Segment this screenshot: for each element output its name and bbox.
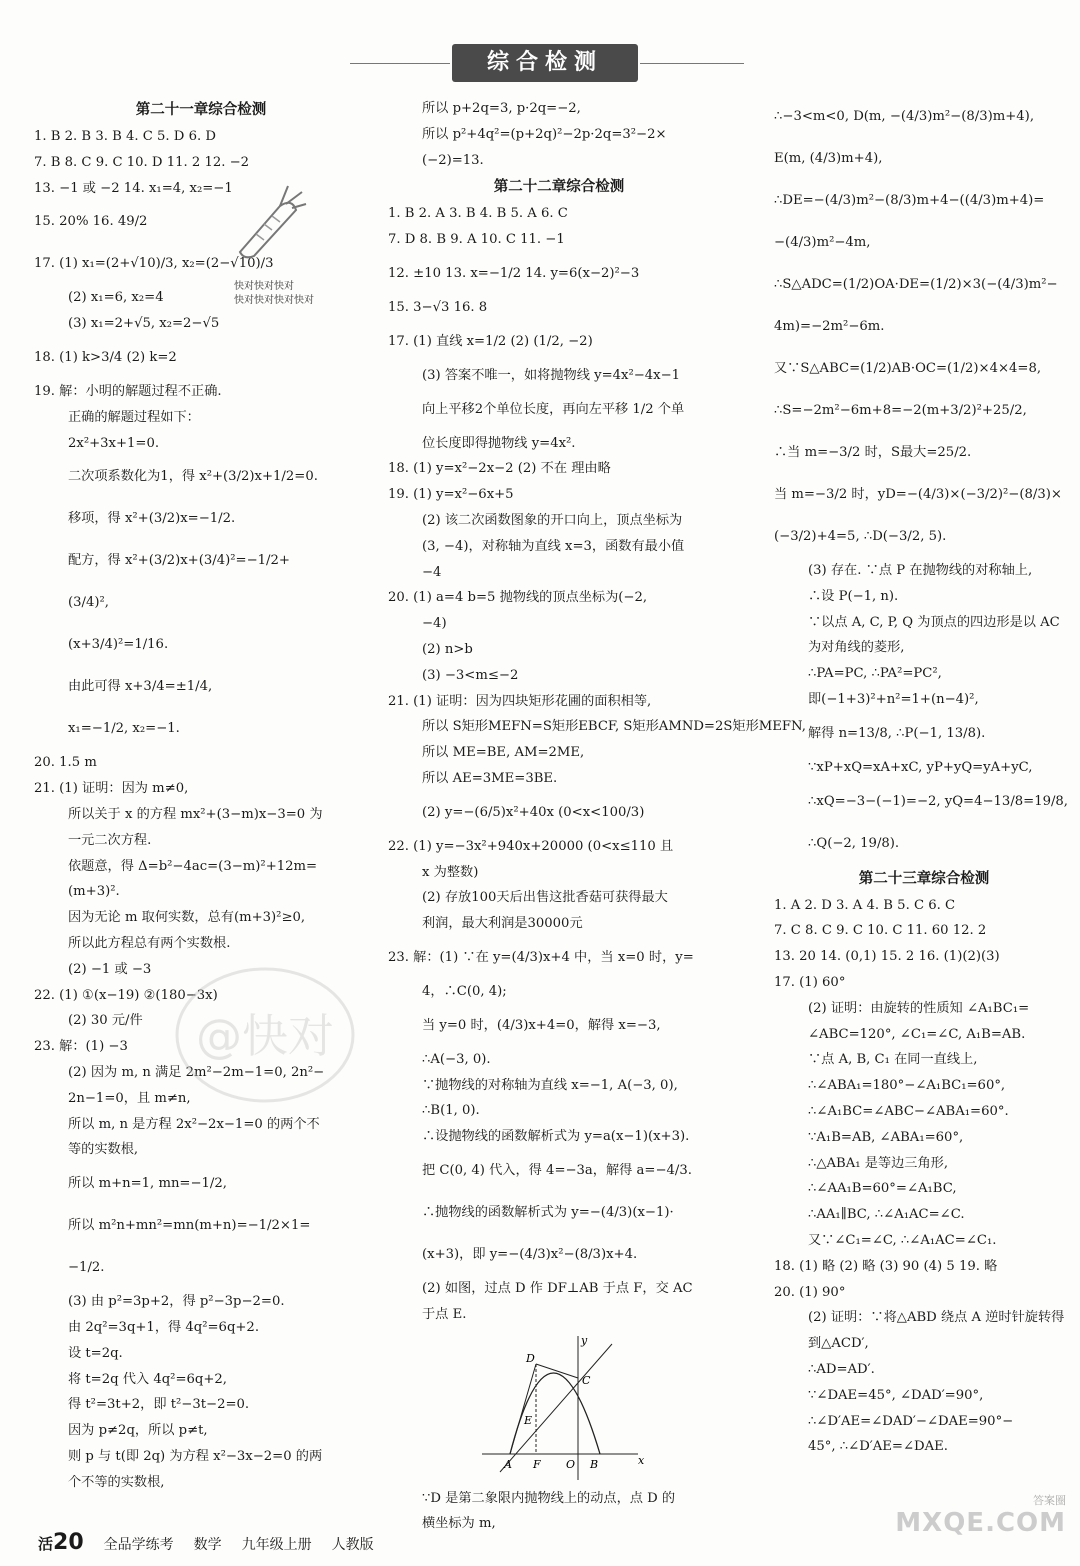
answer-line: 所以 m+n=1, mn=−1/2, (68, 1176, 227, 1192)
answer-line: 17. (1) 直线 x=1/2 (2) (1/2, −2) (388, 333, 593, 349)
answer-line: 由此可得 x+3/4=±1/4, (68, 679, 213, 695)
answer-line: ∴AD=AD′. (808, 1361, 875, 1377)
answer-line: ∴−3<m<0, D(m, −(4/3)m²−(8/3)m+4), (774, 109, 1035, 124)
label-y: y (581, 1333, 588, 1347)
answer-line: (m+3)². (68, 884, 120, 900)
answer-line: 22. (1) ①(x−19) ②(180−3x) (34, 987, 218, 1003)
answer-line: 15. 3−√3 16. 8 (388, 299, 488, 315)
answer-line: 把 C(0, 4) 代入，得 4=−3a，解得 a=−4/3. (422, 1162, 692, 1178)
answer-line: −4) (422, 616, 447, 632)
page-number: 20 (53, 1530, 84, 1555)
answer-line: 又∵S△ABC=(1/2)AB·OC=(1/2)×4×4=8, (774, 361, 1042, 376)
answer-line: 18. (1) y=x²−2x−2 (2) 不在 理由略 (388, 461, 611, 477)
answer-line: 为对角线的菱形, (808, 640, 905, 656)
answer-line: 所以 m, n 是方程 2x²−2x−1=0 的两个不 (68, 1116, 320, 1132)
answer-line: ∴抛物线的函数解析式为 y=−(4/3)(x−1)· (422, 1204, 674, 1220)
answer-line: 移项，得 x²+(3/2)x=−1/2. (68, 511, 236, 527)
answer-line: (−3/2)+4=5, ∴D(−3/2, 5). (774, 529, 947, 544)
segment-ad (510, 1364, 536, 1454)
label-a: A (504, 1457, 512, 1471)
answer-line: ∴设抛物线的函数解析式为 y=a(x−1)(x+3). (422, 1129, 690, 1145)
answer-line: (3) x₁=2+√5, x₂=2−√5 (68, 316, 220, 332)
answer-line: 依题意，得 Δ=b²−4ac=(3−m)²+12m= (68, 858, 318, 874)
answer-line: ∴∠ABA₁=180°−∠A₁BC₁=60°, (808, 1078, 1006, 1094)
answer-line: 23. 解：(1) −3 (34, 1039, 128, 1055)
answer-line: 由 2q²=3q+1，得 4q²=6q+2. (68, 1319, 260, 1335)
answer-line: 13. −1 或 −2 14. x₁=4, x₂=−1 (34, 180, 233, 196)
line-ac (500, 1344, 612, 1472)
answer-line: ∵∠DAE=45°, ∠DAD′=90°, (808, 1387, 984, 1403)
answer-line: −4 (422, 564, 442, 580)
answer-line: 当 y=0 时，(4/3)x+4=0，解得 x=−3, (422, 1017, 661, 1033)
answer-line: 得 t²=3t+2，即 t²−3t−2=0. (68, 1397, 250, 1413)
answer-line: (2) x₁=6, x₂=4 (68, 290, 164, 306)
answer-line: 因为无论 m 取何实数，总有(m+3)²≥0, (68, 910, 306, 926)
answer-column-1 (34, 96, 368, 1496)
banner-rule-left (350, 63, 450, 64)
footer-edition: 人教版 (331, 1537, 374, 1553)
answer-line: 即(−1+3)²+n²=1+(n−4)², (808, 691, 979, 707)
answer-line: x₁=−1/2, x₂=−1. (68, 721, 180, 737)
answer-line: 4m)=−2m²−6m. (774, 319, 885, 334)
answer-line: 所以 m²n+mn²=mn(m+n)=−1/2×1= (68, 1218, 311, 1234)
answer-line: x 为整数) (422, 864, 479, 880)
answer-column-3 (774, 96, 1074, 1460)
answer-line: 所以 AE=3ME=3BE. (422, 770, 558, 786)
answer-line: 位长度即得抛物线 y=4x². (422, 435, 576, 451)
answer-line: 正确的解题过程如下： (68, 409, 200, 425)
answer-line: 22. (1) y=−3x²+940x+20000 (0<x≤110 且 (388, 838, 674, 854)
answer-line: 2x²+3x+1=0. (68, 435, 160, 451)
answer-line: ∴PA=PC, ∴PA²=PC², (808, 666, 942, 682)
answer-line: (x+3/4)²=1/16. (68, 637, 169, 653)
answer-line: 所以关于 x 的方程 mx²+(3−m)x−3=0 为 (68, 806, 323, 822)
answer-line: (3, −4)，对称轴为直线 x=3，函数有最小值 (422, 538, 685, 554)
answer-line: 解得 n=13/8, ∴P(−1, 13/8). (808, 725, 986, 741)
answer-line: 18. (1) 略 (2) 略 (3) 90 (4) 5 19. 略 (774, 1258, 998, 1274)
mascot-caption: 快对快对快对 快对快对快对快对 (234, 281, 314, 306)
answer-line: (3) 由 p²=3p+2，得 p²−3p−2=0. (68, 1294, 285, 1310)
answer-line: (−2)=13. (422, 152, 484, 168)
watermark-text: @快对 (196, 1009, 334, 1063)
label-x: x (638, 1453, 645, 1467)
answer-line: ∴DE=−(4/3)m²−(8/3)m+4−((4/3)m+4)= (774, 193, 1045, 208)
answer-line: ∴设 P(−1, n). (808, 588, 899, 604)
answer-line: (2) 证明：由旋转的性质知 ∠A₁BC₁= (808, 1000, 1030, 1016)
carrot-mascot-icon (228, 178, 308, 260)
answer-line: 则 p 与 t(即 2q) 为方程 x²−3x−2=0 的两 (68, 1448, 323, 1464)
answer-line: ∵抛物线的对称轴为直线 x=−1, A(−3, 0), (422, 1077, 678, 1093)
answer-line: ∴S=−2m²−6m+8=−2(m+3/2)²+25/2, (774, 403, 1027, 418)
answer-line: 所以 p²+4q²=(p+2q)²−2p·2q=3²−2× (422, 126, 667, 142)
answer-line: ∴∠AA₁B=60°=∠A₁BC, (808, 1181, 957, 1197)
answer-line: 设 t=2q. (68, 1345, 123, 1361)
answer-line: 23. 解：(1) ∵在 y=(4/3)x+4 中，当 x=0 时，y= (388, 949, 694, 965)
answer-line: 一元二次方程. (68, 832, 152, 848)
answer-line: 因为 p≠2q，所以 p≠t, (68, 1423, 208, 1439)
answer-line: 18. (1) k>3/4 (2) k=2 (34, 349, 177, 365)
answer-line: (x+3)，即 y=−(4/3)x²−(8/3)x+4. (422, 1246, 638, 1262)
answer-line: ∴∠A₁BC=∠ABC−∠ABA₁=60°. (808, 1103, 1009, 1119)
footer-book-title: 全品学练考 (103, 1537, 174, 1553)
answer-line: ∵D 是第二象限内抛物线上的动点，点 D 的 (422, 1490, 676, 1506)
answer-line: 19. (1) y=x²−6x+5 (388, 487, 514, 503)
answer-line: ∵点 A, B, C₁ 在同一直线上, (808, 1052, 978, 1068)
watermark-stamp-icon (170, 960, 360, 1110)
answer-line: (3/4)², (68, 595, 109, 611)
answer-line: (3) 存在. ∵点 P 在抛物线的对称轴上, (808, 563, 1033, 578)
answer-line: 2n−1=0，且 m≠n, (68, 1090, 191, 1106)
answer-line: −1/2. (68, 1260, 105, 1276)
answer-line: (2) −1 或 −3 (68, 961, 152, 977)
answer-line: ∴S△ADC=(1/2)OA·DE=(1/2)×3(−(4/3)m²− (774, 277, 1058, 292)
answer-line: 15. 20% 16. 49/2 (34, 214, 148, 230)
answer-line: 21. (1) 证明：因为 m≠0, (34, 781, 189, 797)
answer-line: 配方，得 x²+(3/2)x+(3/4)²=−1/2+ (68, 553, 290, 569)
answer-line: E(m, (4/3)m+4), (774, 151, 883, 166)
answer-line: (2) n>b (422, 641, 473, 657)
answer-line: −(4/3)m²−4m, (774, 235, 871, 250)
answer-line: 于点 E. (422, 1306, 467, 1322)
answer-line: 二次项系数化为1，得 x²+(3/2)x+1/2=0. (68, 469, 318, 485)
answer-line: 所以此方程总有两个实数根. (68, 935, 231, 951)
answer-line: 13. 20 14. (0,1) 15. 2 16. (1)(2)(3) (774, 949, 1000, 965)
answer-line: ∴△ABA₁ 是等边三角形, (808, 1155, 949, 1171)
answer-line: 4，∴C(0, 4); (422, 983, 507, 999)
answer-line: 17. (1) x₁=(2+√10)/3, x₂=(2−√10)/3 (34, 256, 274, 272)
answer-line: 当 m=−3/2 时，yD=−(4/3)×(−3/2)²−(8/3)× (774, 487, 1062, 502)
label-b: B (590, 1457, 599, 1471)
answer-line: 个不等的实数根, (68, 1474, 165, 1490)
answer-line: ∵A₁B=AB, ∠ABA₁=60°, (808, 1129, 964, 1145)
label-f: F (533, 1457, 541, 1471)
chapter-heading: 第二十一章综合检测 (135, 102, 267, 118)
banner-rule-right (640, 63, 744, 64)
chapter-heading: 第二十二章综合检测 (493, 179, 625, 196)
answer-line: ∴当 m=−3/2 时，S最大=25/2. (774, 445, 972, 460)
answer-line: 1. A 2. D 3. A 4. B 5. C 6. C (774, 897, 956, 913)
label-d: D (526, 1351, 535, 1365)
answer-line: 所以 p+2q=3, p·2q=−2, (422, 101, 581, 116)
answer-line: 19. 解：小明的解题过程不正确. (34, 383, 222, 399)
answer-line: 45°, ∴∠D′AE=∠DAE. (808, 1439, 948, 1455)
answer-line: (2) 如图，过点 D 作 DF⊥AB 于点 F，交 AC (422, 1280, 693, 1296)
answer-column-2 (388, 96, 806, 1537)
page-footer (38, 1530, 374, 1555)
answer-line: 横坐标为 m, (422, 1516, 496, 1532)
footer-grade: 九年级上册 (241, 1537, 312, 1553)
answer-line: 向上平移2个单位长度，再向左平移 1/2 个单 (422, 401, 685, 417)
answer-line: ∴Q(−2, 19/8). (808, 835, 900, 851)
answer-line: ∵xP+xQ=xA+xC, yP+yQ=yA+yC, (808, 759, 1033, 775)
answer-line: ∴∠D′AE=∠DAD′−∠DAE=90°− (808, 1413, 1014, 1429)
answer-line: ∠ABC=120°, ∠C₁=∠C, A₁B=AB. (808, 1026, 1026, 1042)
answer-line: (2) 存放100天后出售这批香菇可获得最大 (422, 890, 668, 906)
answer-line: 所以 ME=BE, AM=2ME, (422, 745, 585, 761)
answer-line: ∵以点 A, C, P, Q 为顶点的四边形是以 AC (808, 614, 1060, 630)
answer-line: ∴A(−3, 0). (422, 1051, 491, 1067)
answer-line: ∴xQ=−3−(−1)=−2, yQ=4−13/8=19/8, (808, 793, 1069, 809)
answer-line: 20. 1.5 m (34, 755, 97, 771)
corner-watermark: 答案圈 MXQE.COM (895, 1494, 1066, 1538)
label-o: O (566, 1457, 576, 1471)
segment-dc (536, 1364, 578, 1378)
answer-line: 12. ±10 13. x=−1/2 14. y=6(x−2)²−3 (388, 265, 640, 281)
answer-line: 将 t=2q 代入 4q²=6q+2, (68, 1371, 227, 1387)
answer-line: (2) 该二次函数图象的开口向上，顶点坐标为 (422, 512, 683, 528)
answer-line: ∴AA₁∥BC, ∴∠A₁AC=∠C. (808, 1207, 965, 1223)
answer-line: 7. D 8. B 9. A 10. C 11. −1 (388, 232, 565, 248)
answer-line: 等的实数根, (68, 1142, 139, 1158)
footer-prefix-and-page: 活20 (38, 1530, 84, 1555)
label-c: C (582, 1373, 591, 1387)
answer-line: 所以 S矩形MEFN=S矩形EBCF, S矩形AMND=2S矩形MEFN, (422, 719, 806, 735)
answer-line: 21. (1) 证明：因为四块矩形花圃的面积相等, (388, 693, 652, 709)
answer-line: 1. B 2. B 3. B 4. C 5. D 6. D (34, 129, 216, 144)
answer-line: (2) 30 元/件 (68, 1013, 143, 1029)
answer-line: (3) 答案不唯一，如将抛物线 y=4x²−4x−1 (422, 367, 681, 383)
answer-line: (3) −3<m≤−2 (422, 667, 519, 683)
answer-line: 20. (1) a=4 b=5 抛物线的顶点坐标为(−2, (388, 590, 648, 606)
chapter-heading: 第二十三章综合检测 (858, 870, 990, 887)
answer-line: (2) 因为 m, n 满足 2m²−2m−1=0, 2n²− (68, 1064, 325, 1080)
banner-title: 综合检测 (452, 44, 638, 82)
label-e: E (524, 1413, 533, 1427)
answer-line: ∴B(1, 0). (422, 1103, 480, 1119)
answer-line: 利润，最大利润是30000元 (422, 916, 583, 932)
answer-line: 到△ACD′, (808, 1336, 869, 1352)
section-banner (0, 44, 1080, 84)
answer-line: (2) y=−(6/5)x²+40x (0<x<100/3) (422, 804, 645, 820)
answer-line: 7. C 8. C 9. C 10. C 11. 60 12. 2 (774, 923, 987, 939)
parabola-figure (478, 1332, 648, 1482)
answer-line: 17. (1) 60° (774, 974, 846, 990)
footer-subject: 数学 (193, 1537, 222, 1553)
answer-line: 又∵∠C₁=∠C, ∴∠A₁AC=∠C₁. (808, 1232, 997, 1248)
answer-line: (2) 证明：∵将△ABD 绕点 A 逆时针旋转得 (808, 1310, 1065, 1326)
answer-line: 7. B 8. C 9. C 10. D 11. 2 12. −2 (34, 154, 250, 170)
answer-line: 20. (1) 90° (774, 1284, 846, 1300)
answer-line: 1. B 2. A 3. B 4. B 5. A 6. C (388, 206, 568, 222)
